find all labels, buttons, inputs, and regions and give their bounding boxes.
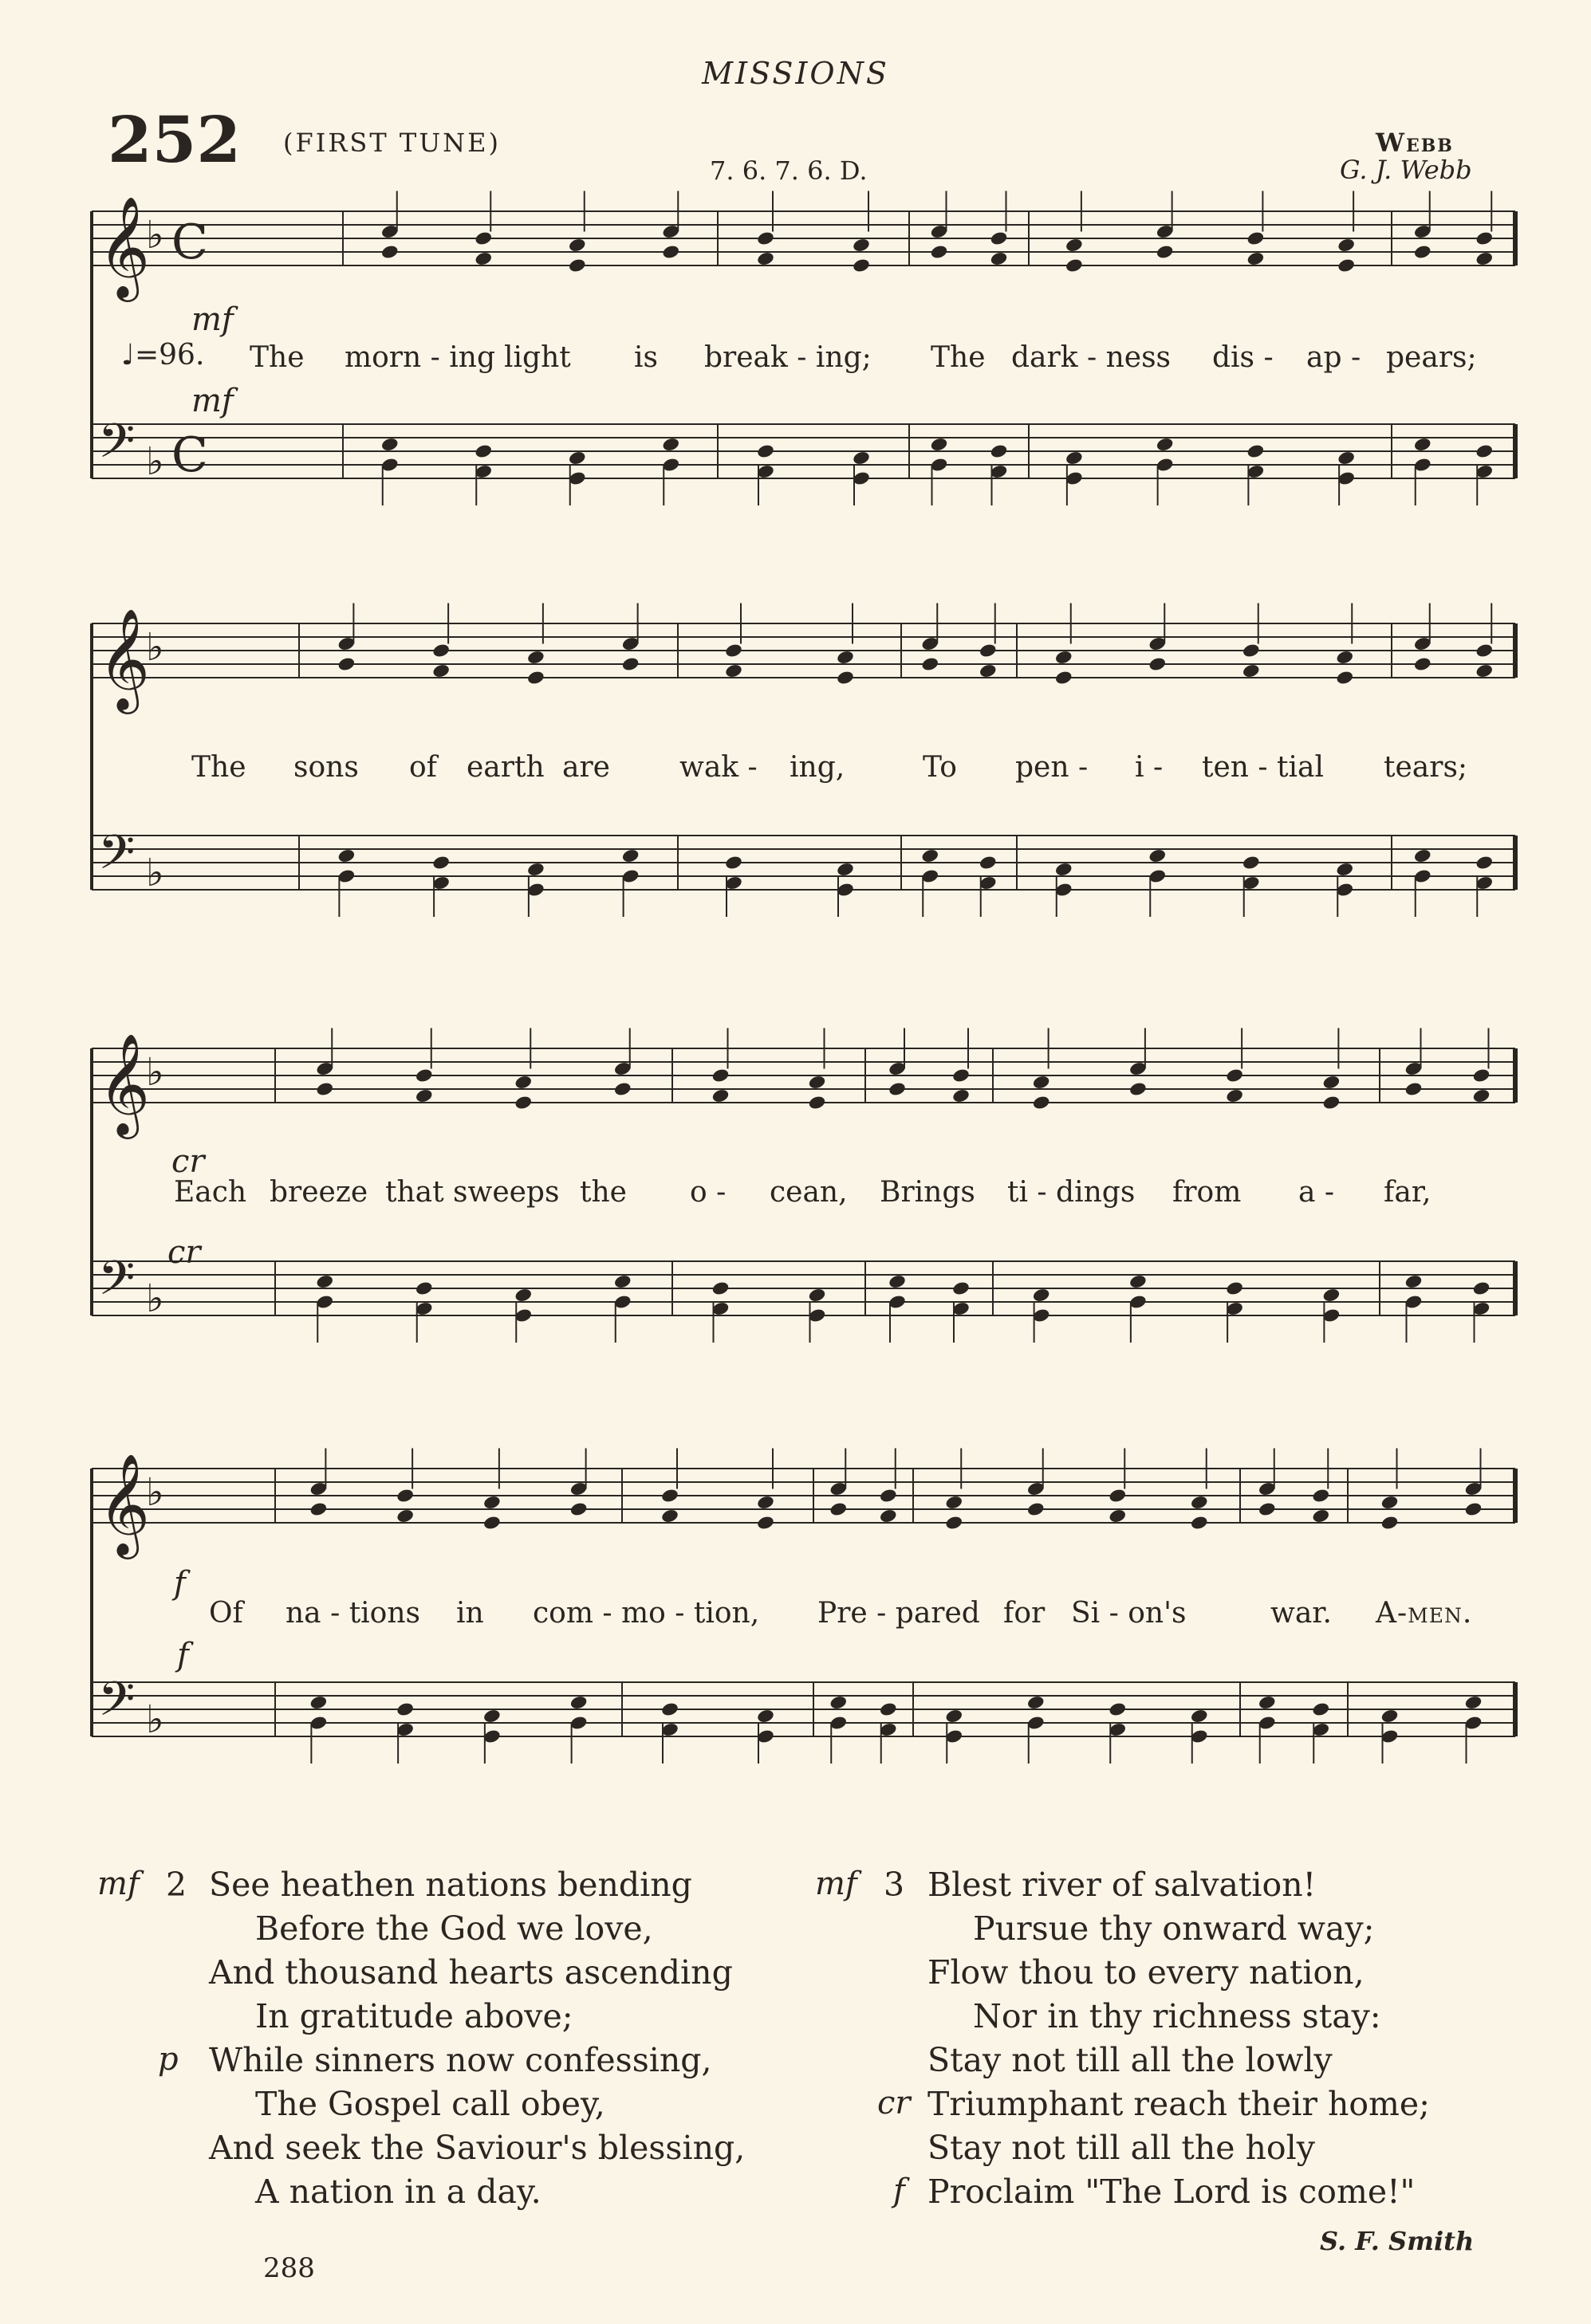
notehead [1337,238,1356,254]
notehead [661,244,680,260]
notehead [979,663,998,679]
notehead [1246,443,1266,459]
verse-author: S. F. Smith [1320,2226,1475,2256]
lyric-syllable: com - mo - tion, [533,1597,760,1630]
notehead [756,230,775,246]
lyric-syllable: is [634,341,658,374]
notehead [1242,855,1261,871]
notehead [808,1075,827,1091]
notehead [1258,1695,1277,1711]
notehead [1475,663,1494,679]
notehead [569,1695,589,1711]
notehead [1464,1501,1483,1517]
page-number: 288 [263,2252,315,2284]
bass-clef-icon: 𝄢 [98,413,136,480]
notehead [944,1709,963,1724]
dynamic-treble-3: cr [171,1143,205,1180]
treble-clef-icon: 𝄞 [98,1032,151,1134]
lyric-syllable: Pre - pared [817,1597,980,1630]
notehead [309,1501,329,1517]
notehead [1311,1488,1330,1504]
lyric-syllable: wak - [679,751,758,784]
notehead [526,650,545,666]
notehead [951,1068,971,1083]
notehead [1472,1068,1491,1083]
notehead [1413,437,1432,453]
treble-clef-icon: 𝄞 [98,608,151,710]
notehead [944,1495,963,1511]
notehead [888,1274,907,1290]
notehead [1258,1501,1277,1517]
notehead [526,670,545,686]
notehead [1242,663,1261,679]
quarter-note-icon: ♩ [121,339,135,372]
notehead [808,1095,827,1111]
notehead [1322,1095,1341,1111]
lyric-syllable: that sweeps [385,1176,560,1209]
notehead [660,1701,679,1717]
notehead [1246,230,1266,246]
dynamic-bass-4: f [177,1637,189,1673]
notehead [1475,643,1494,659]
notehead [756,1515,775,1531]
notehead [1380,1709,1400,1724]
notehead [879,1488,898,1504]
notehead [514,1095,533,1111]
notehead [879,1701,898,1717]
notehead [944,1515,963,1531]
lyric-syllable: Brings [880,1176,975,1209]
notehead [621,656,640,672]
verse-line: In gratitude above; [255,1997,573,2035]
dynamic-bass-3: cr [167,1234,201,1271]
verse-dynamic: p [158,2041,179,2078]
notehead [1475,855,1494,871]
notehead [1065,238,1084,254]
notehead [1190,1515,1209,1531]
bass-clef-icon: 𝄢 [98,1250,136,1317]
notehead [660,1508,679,1524]
lyric-syllable: The [191,751,246,784]
lyric-syllable: far, [1384,1176,1432,1209]
lyric-syllable: i - [1135,751,1164,784]
notehead [1108,1508,1127,1524]
notehead [396,1701,415,1717]
notehead [568,450,587,466]
lyric-syllable: break - ing; [704,341,872,374]
notehead [474,443,493,459]
lyric-syllable: for [1003,1597,1046,1630]
verse-dynamic: f [893,2173,905,2209]
notehead [474,251,493,267]
dynamic-treble-4: f [174,1565,186,1602]
notehead [711,1088,731,1104]
notehead [621,848,640,864]
notehead [724,643,743,659]
verse-line: Triumphant reach their home; [927,2085,1430,2123]
verse-line: While sinners now confessing, [209,2041,712,2079]
lyric-syllable: dark - ness [1011,341,1172,374]
notehead [482,1495,502,1511]
notehead [990,230,1009,246]
notehead [1065,258,1084,273]
notehead [396,1508,415,1524]
notehead [1032,1075,1051,1091]
notehead [1413,656,1432,672]
lyric-syllable: are [562,751,610,784]
notehead [337,656,356,672]
meter: 7. 6. 7. 6. D. [710,155,868,186]
notehead [569,1501,589,1517]
notehead [829,1501,848,1517]
notehead [1337,258,1356,273]
verse-line: Stay not till all the lowly [927,2041,1333,2079]
flat-icon: ♭ [146,1050,164,1095]
notehead [836,670,855,686]
notehead [1148,848,1167,864]
lyric-syllable: ten - tial [1202,751,1324,784]
lyric-syllable: tears; [1384,751,1468,784]
notehead [951,1088,971,1104]
notehead [568,258,587,273]
verse-line: Proclaim "The Lord is come!" [927,2173,1416,2211]
verse-line: Blest river of salvation! [927,1866,1317,1904]
notehead [380,244,400,260]
verse-line: See heathen nations bending [209,1866,692,1904]
flat-icon: ♭ [146,625,164,670]
notehead [1404,1274,1424,1290]
tempo-value: =96. [134,339,205,372]
flat-icon: ♭ [146,213,164,258]
notehead [879,1508,898,1524]
notehead [836,650,855,666]
notehead [1026,1501,1046,1517]
notehead [1246,251,1266,267]
notehead [1380,1495,1400,1511]
notehead [1225,1280,1244,1296]
notehead [1108,1701,1127,1717]
lyric-syllable: from [1172,1176,1242,1209]
notehead [526,862,545,878]
notehead [990,443,1009,459]
notehead [930,244,949,260]
notehead [1225,1068,1244,1083]
common-time-icon: C [171,214,208,270]
flat-icon: ♭ [146,1697,164,1742]
lyric-syllable: ap - [1306,341,1361,374]
verse-dynamic: cr [877,2085,911,2121]
notehead [309,1695,329,1711]
notehead [431,643,451,659]
notehead [1225,1088,1244,1104]
lyric-syllable: of [409,751,437,784]
lyric-syllable: na - tions [286,1597,421,1630]
notehead [568,238,587,254]
notehead [431,663,451,679]
verse-line: The Gospel call obey, [255,2085,605,2123]
notehead [951,1280,971,1296]
notehead [724,855,743,871]
notehead [613,1081,632,1097]
common-time-icon: C [171,427,208,483]
bass-clef-icon: 𝄢 [98,824,136,891]
notehead [415,1068,434,1083]
flat-icon: ♭ [146,851,164,895]
notehead [1322,1075,1341,1091]
lyric-syllable: The [250,341,305,374]
verse-line: Flow thou to every nation, [927,1953,1365,1992]
notehead [1380,1515,1400,1531]
composer-full: G. J. Webb [1340,155,1472,185]
notehead [852,450,871,466]
notehead [396,1488,415,1504]
hymn-number: 252 [108,102,241,177]
notehead [888,1081,907,1097]
notehead [920,848,939,864]
notehead [990,251,1009,267]
notehead [660,1488,679,1504]
notehead [979,643,998,659]
lyric-syllable: in [456,1597,484,1630]
verse-number: 3 [884,1866,905,1904]
lyric-syllable: cean, [770,1176,848,1209]
lyric-syllable: o - [690,1176,727,1209]
verse-line: Pursue thy onward way; [973,1909,1375,1948]
verse-line: A nation in a day. [255,2173,541,2211]
notehead [1311,1508,1330,1524]
notehead [1128,1081,1148,1097]
lyric-syllable: pears; [1386,341,1477,374]
notehead [836,862,855,878]
notehead [711,1068,731,1083]
notehead [1190,1495,1209,1511]
notehead [852,238,871,254]
verse-line: And thousand hearts ascending [209,1953,733,1992]
notehead [920,656,939,672]
notehead [1065,450,1084,466]
lyric-amen: A-men. [1376,1597,1473,1630]
notehead [1475,251,1494,267]
notehead [1472,1088,1491,1104]
notehead [482,1515,502,1531]
notehead [1032,1095,1051,1111]
notehead [661,437,680,453]
lyric-syllable: Each [174,1176,247,1209]
bass-clef-icon: 𝄢 [98,1671,136,1738]
notehead [415,1088,434,1104]
notehead [415,1280,434,1296]
lyric-syllable: breeze [270,1176,368,1209]
notehead [337,848,356,864]
notehead [1472,1280,1491,1296]
notehead [1190,1709,1209,1724]
notehead [756,443,775,459]
treble-clef-icon: 𝄞 [98,195,151,297]
notehead [613,1274,632,1290]
verse-line: Nor in thy richness stay: [973,1997,1381,2035]
tempo-mark [121,339,204,372]
notehead [1128,1274,1148,1290]
lyric-syllable: sons [293,751,359,784]
notehead [1054,670,1073,686]
notehead [979,855,998,871]
notehead [514,1288,533,1304]
notehead [514,1075,533,1091]
tune-label: (FIRST TUNE) [283,128,502,158]
notehead [756,1709,775,1724]
notehead [380,437,400,453]
notehead [1337,450,1356,466]
lyric-syllable: dis - [1212,341,1274,374]
notehead [315,1081,334,1097]
notehead [1464,1695,1483,1711]
notehead [808,1288,827,1304]
dynamic-bass-1: mf [191,383,234,419]
lyric-syllable: morn - ing [345,341,495,374]
notehead [1054,862,1073,878]
section-title: MISSIONS [702,56,889,91]
lyric-syllable: ti - dings [1007,1176,1136,1209]
lyric-syllable: earth [467,751,545,784]
notehead [1026,1695,1046,1711]
lyric-syllable: pen - [1015,751,1089,784]
verse-dynamic: mf [97,1866,140,1902]
lyric-syllable: the [580,1176,627,1209]
notehead [1242,643,1261,659]
verse-line: And seek the Saviour's blessing, [209,2129,746,2167]
verse-dynamic: mf [815,1866,857,1902]
notehead [1148,656,1167,672]
flat-icon: ♭ [146,1470,164,1515]
notehead [1156,244,1175,260]
notehead [1032,1288,1051,1304]
notehead [1322,1288,1341,1304]
verse-line: Stay not till all the holy [927,2129,1315,2167]
composer-short: Webb [1376,128,1454,158]
notehead [315,1274,334,1290]
notehead [1335,670,1354,686]
notehead [1108,1488,1127,1504]
notehead [1311,1701,1330,1717]
verse-number: 2 [166,1866,187,1904]
notehead [1413,848,1432,864]
notehead [756,1495,775,1511]
lyric-syllable: war. [1270,1597,1332,1630]
lyric-syllable: light [504,341,571,374]
notehead [474,230,493,246]
notehead [1156,437,1175,453]
verse-line: Before the God we love, [255,1909,653,1948]
lyric-syllable: Si - on's [1071,1597,1187,1630]
notehead [1054,650,1073,666]
notehead [852,258,871,273]
flat-icon: ♭ [146,439,164,484]
lyric-syllable: The [931,341,986,374]
dynamic-treble-1: mf [191,301,234,338]
notehead [482,1709,502,1724]
notehead [431,855,451,871]
lyric-syllable: a - [1298,1176,1335,1209]
flat-icon: ♭ [146,1276,164,1321]
notehead [829,1695,848,1711]
notehead [930,437,949,453]
lyric-syllable: To [923,751,957,784]
notehead [1413,244,1432,260]
notehead [1335,862,1354,878]
lyric-syllable: ing, [790,751,845,784]
notehead [1404,1081,1424,1097]
notehead [1475,230,1494,246]
notehead [1335,650,1354,666]
notehead [724,663,743,679]
notehead [1475,443,1494,459]
notehead [756,251,775,267]
treble-clef-icon: 𝄞 [98,1453,151,1555]
lyric-syllable: Of [209,1597,243,1630]
notehead [711,1280,731,1296]
